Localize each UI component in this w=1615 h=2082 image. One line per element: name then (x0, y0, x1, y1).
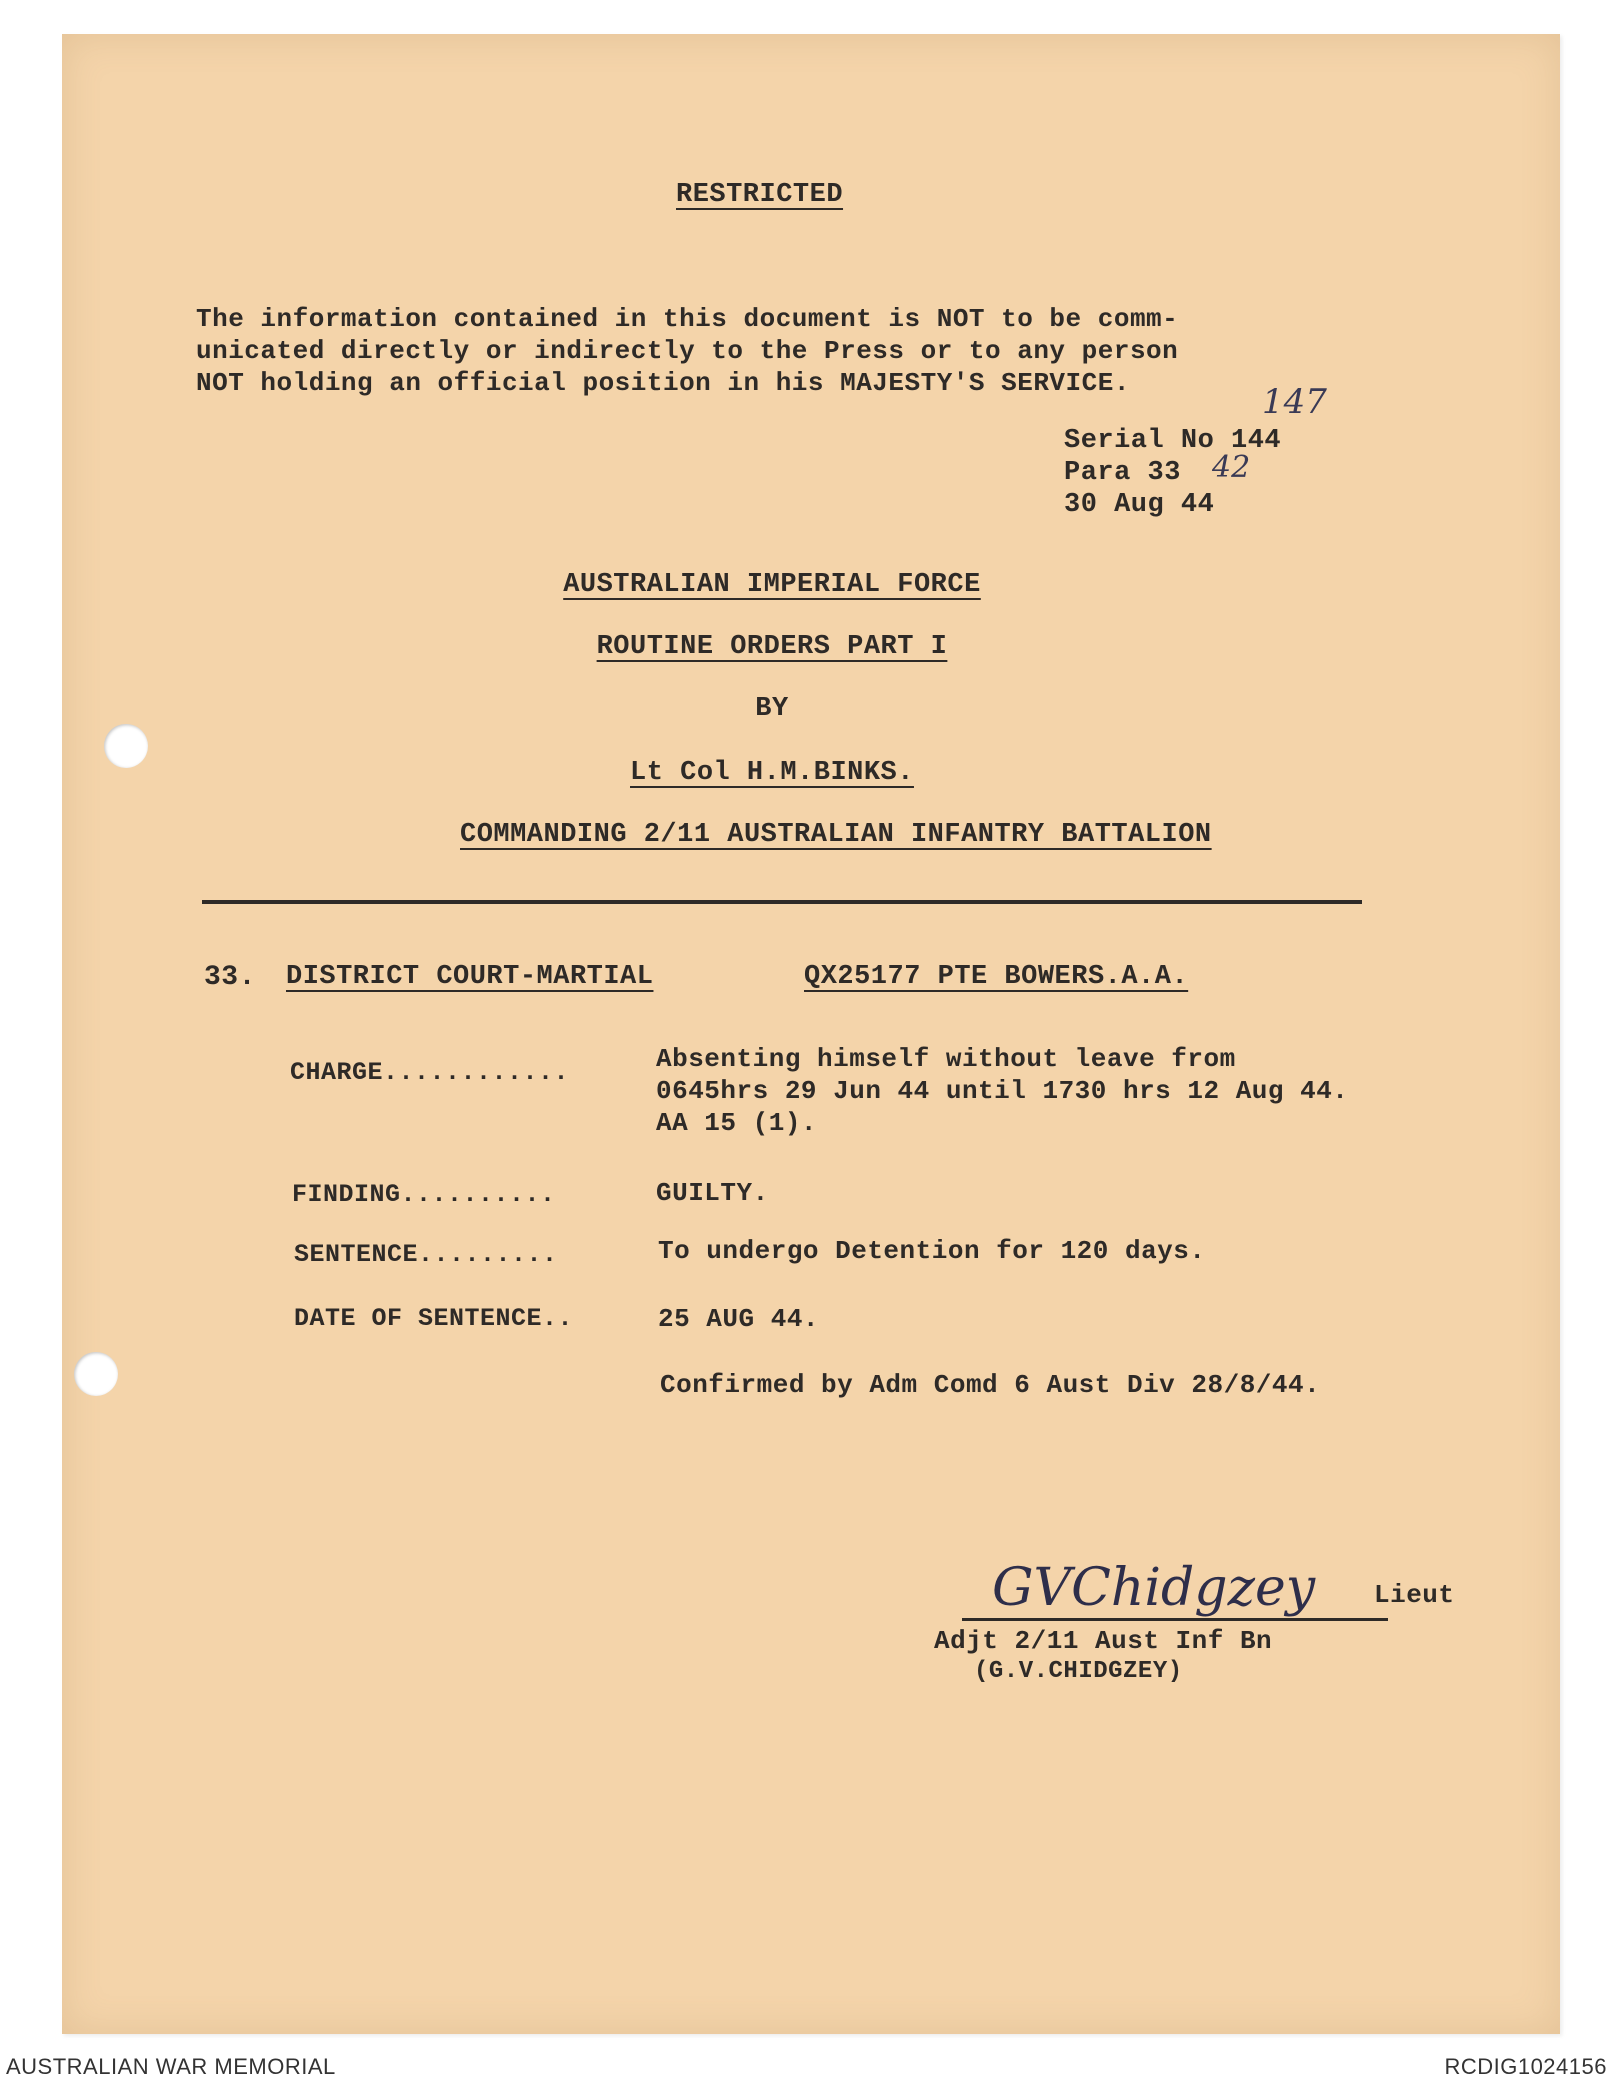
notice-line-3: NOT holding an official position in his MAJESTY'S SERVICE. (196, 368, 1130, 398)
handwritten-serial-number: 147 (1262, 382, 1327, 422)
title-battalion: COMMANDING 2/11 AUSTRALIAN INFANTRY BATTALION (460, 820, 1212, 850)
serial-number: Serial No 144 (1064, 426, 1282, 456)
order-heading: DISTRICT COURT-MARTIAL (286, 962, 654, 992)
classification-heading: RESTRICTED (676, 180, 844, 210)
order-subject: QX25177 PTE BOWERS.A.A. (804, 962, 1189, 992)
title-routine-orders: ROUTINE ORDERS PART I (596, 632, 948, 662)
title-commander: Lt Col H.M.BINKS. (630, 758, 914, 788)
notice-line-1: The information contained in this document is NOT to be comm- (196, 304, 1179, 334)
order-number: 33. (204, 962, 256, 993)
signature-name: (G.V.CHIDGZEY) (974, 1658, 1183, 1685)
date-of-sentence-value: 25 AUG 44. (658, 1304, 820, 1334)
handwritten-para-number: 42 (1212, 450, 1251, 485)
document-page (62, 34, 1560, 2034)
charge-label: CHARGE............ (290, 1058, 570, 1087)
title-force: AUSTRALIAN IMPERIAL FORCE (563, 570, 981, 600)
footer-id: RCDIG1024156 (1444, 2054, 1607, 2079)
punch-hole-lower (74, 1352, 118, 1396)
signature-appointment: Adjt 2/11 Aust Inf Bn (934, 1626, 1273, 1656)
signature-line (962, 1618, 1388, 1621)
charge-line-2: 0645hrs 29 Jun 44 until 1730 hrs 12 Aug 44. (656, 1076, 1349, 1106)
finding-label: FINDING.......... (292, 1180, 556, 1209)
date-of-sentence-label: DATE OF SENTENCE.. (294, 1304, 574, 1333)
footer-source: AUSTRALIAN WAR MEMORIAL (6, 2054, 336, 2079)
charge-line-1: Absenting himself without leave from (656, 1044, 1236, 1074)
confirmation-note: Confirmed by Adm Comd 6 Aust Div 28/8/44. (660, 1370, 1321, 1400)
charge-line-3: AA 15 (1). (656, 1108, 818, 1138)
sentence-label: SENTENCE......... (294, 1240, 558, 1269)
sentence-value: To undergo Detention for 120 days. (658, 1236, 1206, 1266)
finding-value: GUILTY. (656, 1178, 769, 1208)
divider-line (202, 900, 1362, 904)
order-date: 30 Aug 44 (1064, 490, 1215, 520)
title-by: BY (755, 694, 789, 724)
notice-line-2: unicated directly or indirectly to the Press or to any person (196, 336, 1179, 366)
para-number: Para 33 (1064, 458, 1181, 488)
signature-rank: Lieut (1374, 1580, 1455, 1610)
punch-hole-upper (104, 724, 148, 768)
handwritten-signature: GVChidgzey (992, 1558, 1316, 1618)
